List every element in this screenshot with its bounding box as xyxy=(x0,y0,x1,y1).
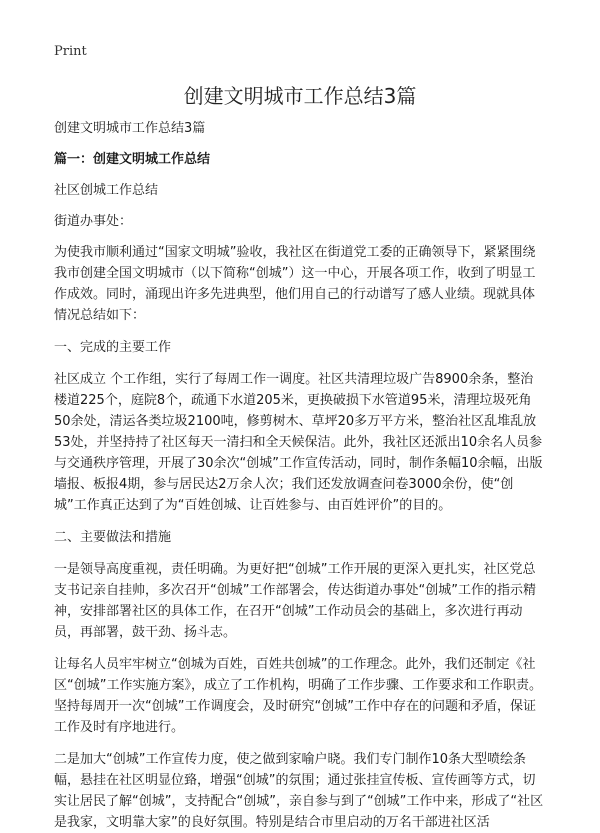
paragraph-measure-1: 一是领导高度重视，责任明确。为更好把“创城”工作开展的更深入更扎实，社区党总支书记亲自挂帅，多次召开“创城”工作部署会，传达街道办事处“创城”工作的指示精神，安排部署社区的具体工作，在召开“创城”工作动员会的基础上，多次进行再动员，再部署，鼓干劲、扬斗志。 xyxy=(54,562,536,640)
document-title: 创建文明城市工作总结3篇 xyxy=(183,84,417,108)
heading-main-work: 一、完成的主要工作 xyxy=(54,340,172,355)
print-label[interactable]: Print xyxy=(54,44,87,59)
paragraph-main-work: 社区成立 个工作组，实行了每周工作一调度。社区共清理垃圾广告8900余条，整治楼道225个，庭院8个，疏通下水道205米，更换破损下水管道95米，清理垃圾死角50余处，清运各类垃圾2100吨，修剪树木、草坪20多万平方米，整治社区乱堆乱放53处，并坚持持了社区每天一清扫和全天候保洁。此外，我社区还派出10余名人员参与交通秩序管理，开展了30余次“创城”工作宣传活动，同时，制作条幅10余幅，出版墙报、板报4期，参与居民达2万余人次；我们还发放调查问卷3000余份，使“创城”工作真正达到了为“百姓创城、让百姓参与、由百姓评价”的目的。 xyxy=(54,372,543,513)
document-body xyxy=(54,118,546,833)
paragraph-measure-2: 二是加大“创城”工作宣传力度，使之做到家喻户晓。我们专门制作10条大型喷绘条幅，悬挂在社区明显位臵，增强“创城”的氛围；通过张挂宣传板、宣传画等方式，切实让居民了解“创城”，支持配合“创城”，亲自参与到了“创城”工作中来，形成了“社区是我家，文明靠大家”的良好氛围。特别是结合市里启动的万名干部进社区活 xyxy=(54,752,544,830)
document-subtitle: 创建文明城市工作总结3篇 xyxy=(54,121,206,136)
salutation: 街道办事处： xyxy=(54,214,133,229)
heading-measures: 二、主要做法和措施 xyxy=(54,530,172,545)
paragraph-measure-1-cont: 让每名人员牢牢树立“创城为百姓，百姓共创城”的工作理念。此外，我们还制定《社区“创城”工作实施方案》，成立了工作机构，明确了工作步骤、工作要求和工作职责。坚持每周开一次“创城”工作调度会，及时研究“创城”工作中存在的问题和矛盾，保证工作及时有序地进行。 xyxy=(54,657,542,735)
paragraph-intro: 为使我市顺利通过“国家文明城”验收，我社区在街道党工委的正确领导下，紧紧围绕我市创建全国文明城市（以下简称“创城”）这一中心，开展各项工作，收到了明显工作成效。同时，涌现出许多先进典型，他们用自己的行动谱写了感人业绩。现就具体情况总结如下： xyxy=(54,245,536,323)
section-heading: 篇一：创建文明城工作总结 xyxy=(54,152,211,167)
doc-title-line: 社区创城工作总结 xyxy=(54,183,159,198)
